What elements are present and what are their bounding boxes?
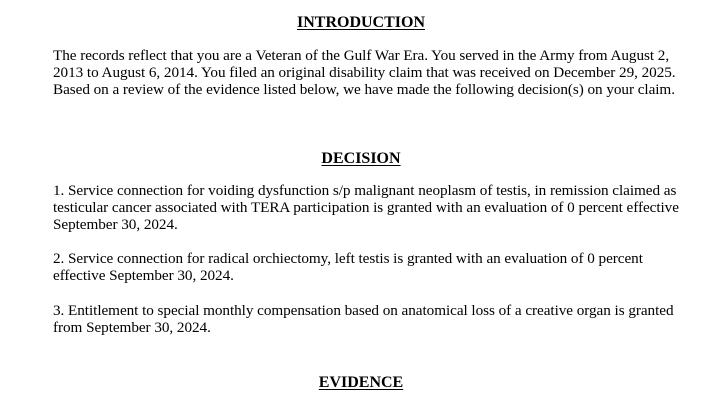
introduction-paragraph: The records reflect that you are a Veteran of the Gulf War Era. You served in the Army from August 2, 2013 to August 6, 2014. You filed an original disability claim that was received on December 29, 2025. Based on a review of the evidence listed below, we have made the following decision(s) on your claim.: [53, 47, 676, 98]
decision-heading: DECISION: [321, 150, 401, 167]
evidence-heading: EVIDENCE: [318, 374, 404, 391]
decision-item-3: 3. Entitlement to special monthly compensation based on anatomical loss of a creative organ is granted from September 30, 2024.: [53, 302, 674, 336]
decision-item-2: 2. Service connection for radical orchiectomy, left testis is granted with an evaluation of 0 percent effective September 30, 2024.: [53, 250, 643, 284]
decision-item-1: 1. Service connection for voiding dysfunction s/p malignant neoplasm of testis, in remission claimed as testicular cancer associated with TERA participation is granted with an evaluation of 0 percent effective September 30, 2024.: [53, 182, 679, 233]
introduction-heading: INTRODUCTION: [296, 14, 425, 31]
